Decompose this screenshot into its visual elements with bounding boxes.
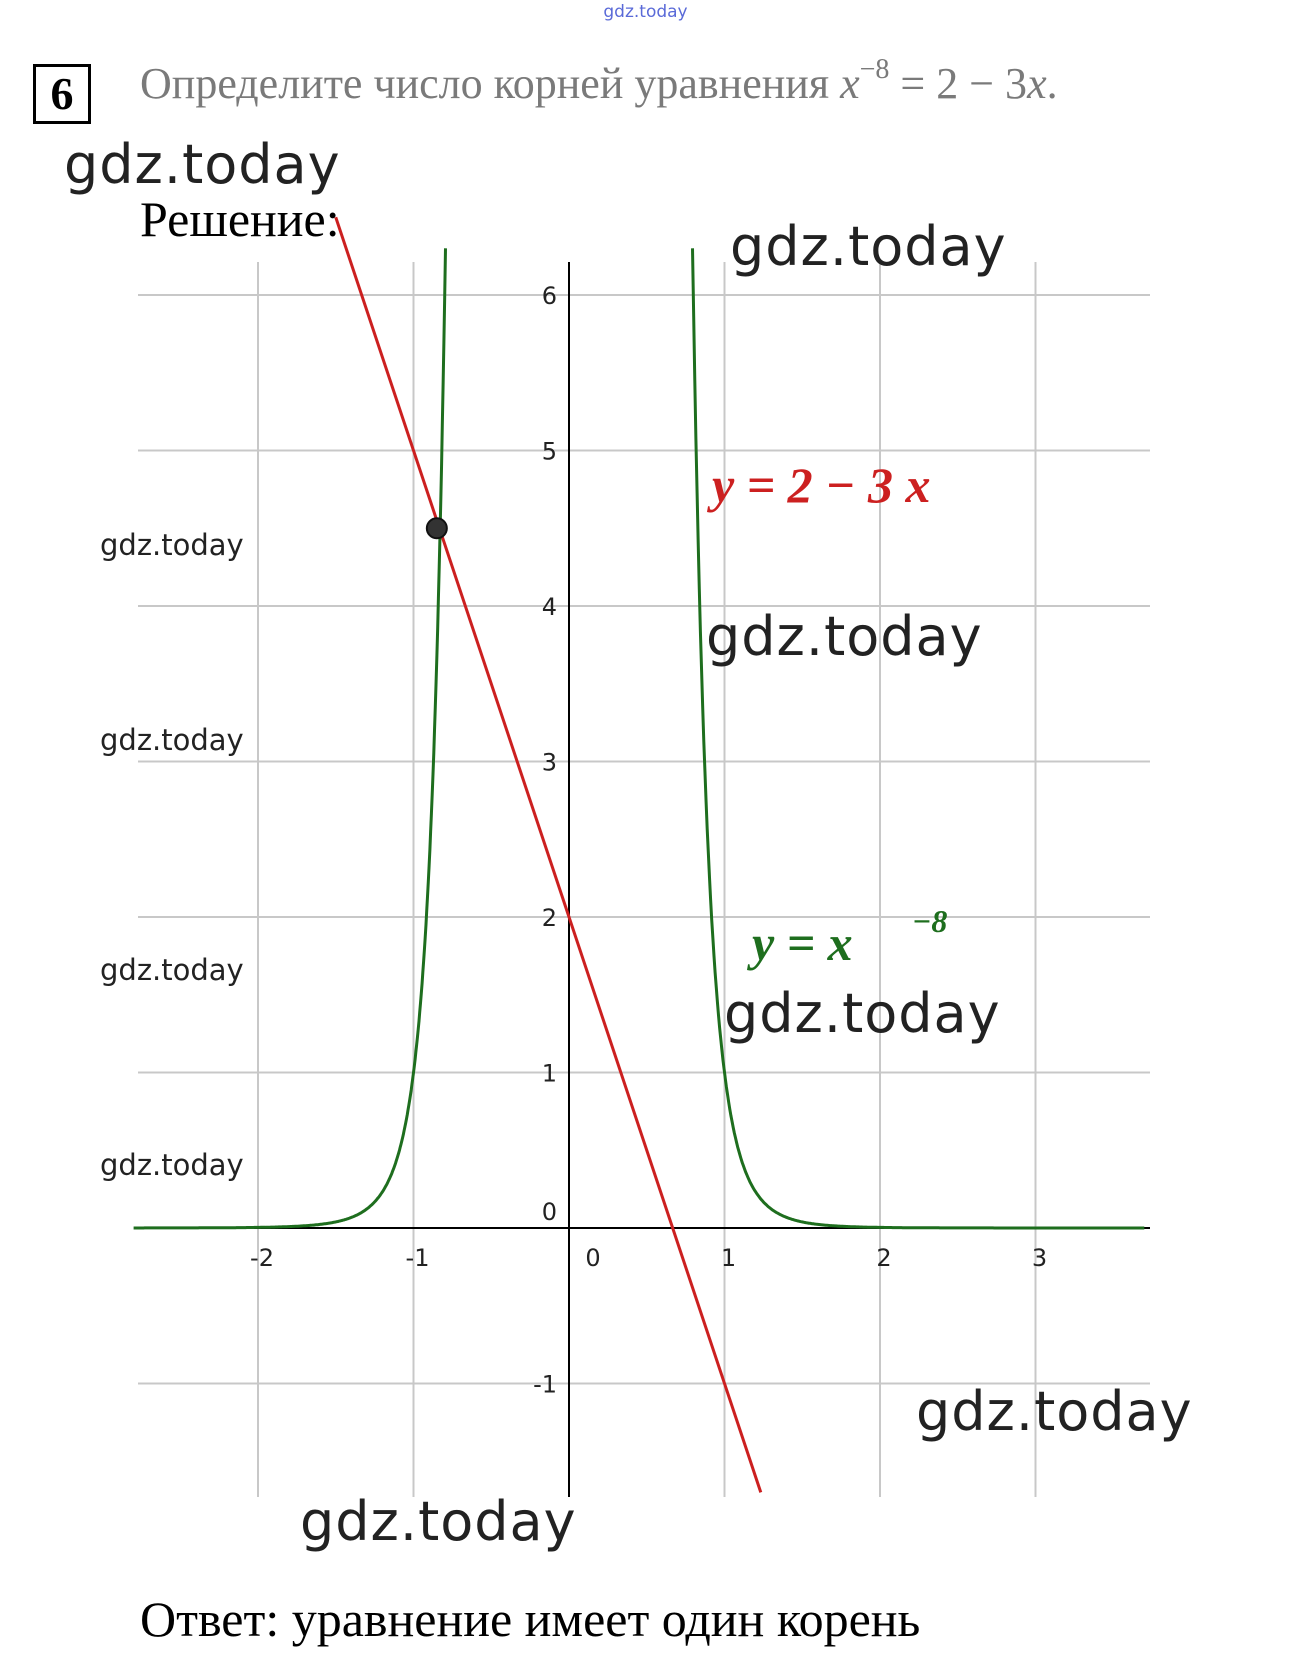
watermark: gdz.today [100,528,244,562]
power-equation-label: y = x [752,915,853,971]
x-tick-label: 0 [585,1244,601,1272]
x-tick-label: 1 [720,1244,737,1272]
watermark: gdz.today [724,982,1001,1045]
task-variable: x [840,59,860,108]
solution-heading: Решение: [140,191,340,247]
y-tick-label: 5 [541,437,557,466]
task-text-end: . [1046,59,1058,108]
x-tick-label: -2 [250,1244,274,1272]
x-tick-label: 3 [1031,1244,1048,1272]
y-tick-label: 0 [541,1198,557,1226]
line-equation-label: y = 2 − 3 x [712,457,931,513]
power-series-branch [693,248,1145,1228]
watermark: gdz.today [706,605,983,668]
y-tick-label: 4 [541,593,557,621]
y-tick-label: 1 [541,1059,557,1088]
chart-grid [138,262,1150,1497]
y-tick-label: 3 [541,748,557,777]
task-text-prefix: Определите число корней уравнения [140,59,841,108]
watermark: gdz.today [916,1380,1193,1443]
x-tick-label: -1 [405,1244,430,1272]
watermark: gdz.today [100,1148,244,1182]
top-site-watermark: gdz.today [603,2,688,22]
watermark: gdz.today [100,953,244,987]
line-series [336,217,761,1492]
task-text-suffix: = 2 − 3 [889,59,1028,108]
intersection-point [427,518,447,538]
y-tick-label: -1 [533,1370,557,1399]
watermark: gdz.today [730,215,1007,278]
watermark: gdz.today [64,133,341,196]
chart-axes [138,262,1150,1497]
task-number-box: 6 [33,64,91,124]
y-tick-label: 2 [541,904,557,932]
chart-series [134,217,1145,1492]
answer-text: Ответ: уравнение имеет один корень [140,1591,921,1647]
y-tick-label: 6 [541,282,557,310]
task-variable-2: x [1027,59,1047,108]
watermark: gdz.today [100,723,244,757]
task-exponent: −8 [859,54,890,86]
chart-tick-labels [250,282,1047,1399]
watermark: gdz.today [300,1490,577,1553]
x-tick-label: 2 [876,1244,892,1272]
power-equation-exponent: −8 [912,903,948,939]
